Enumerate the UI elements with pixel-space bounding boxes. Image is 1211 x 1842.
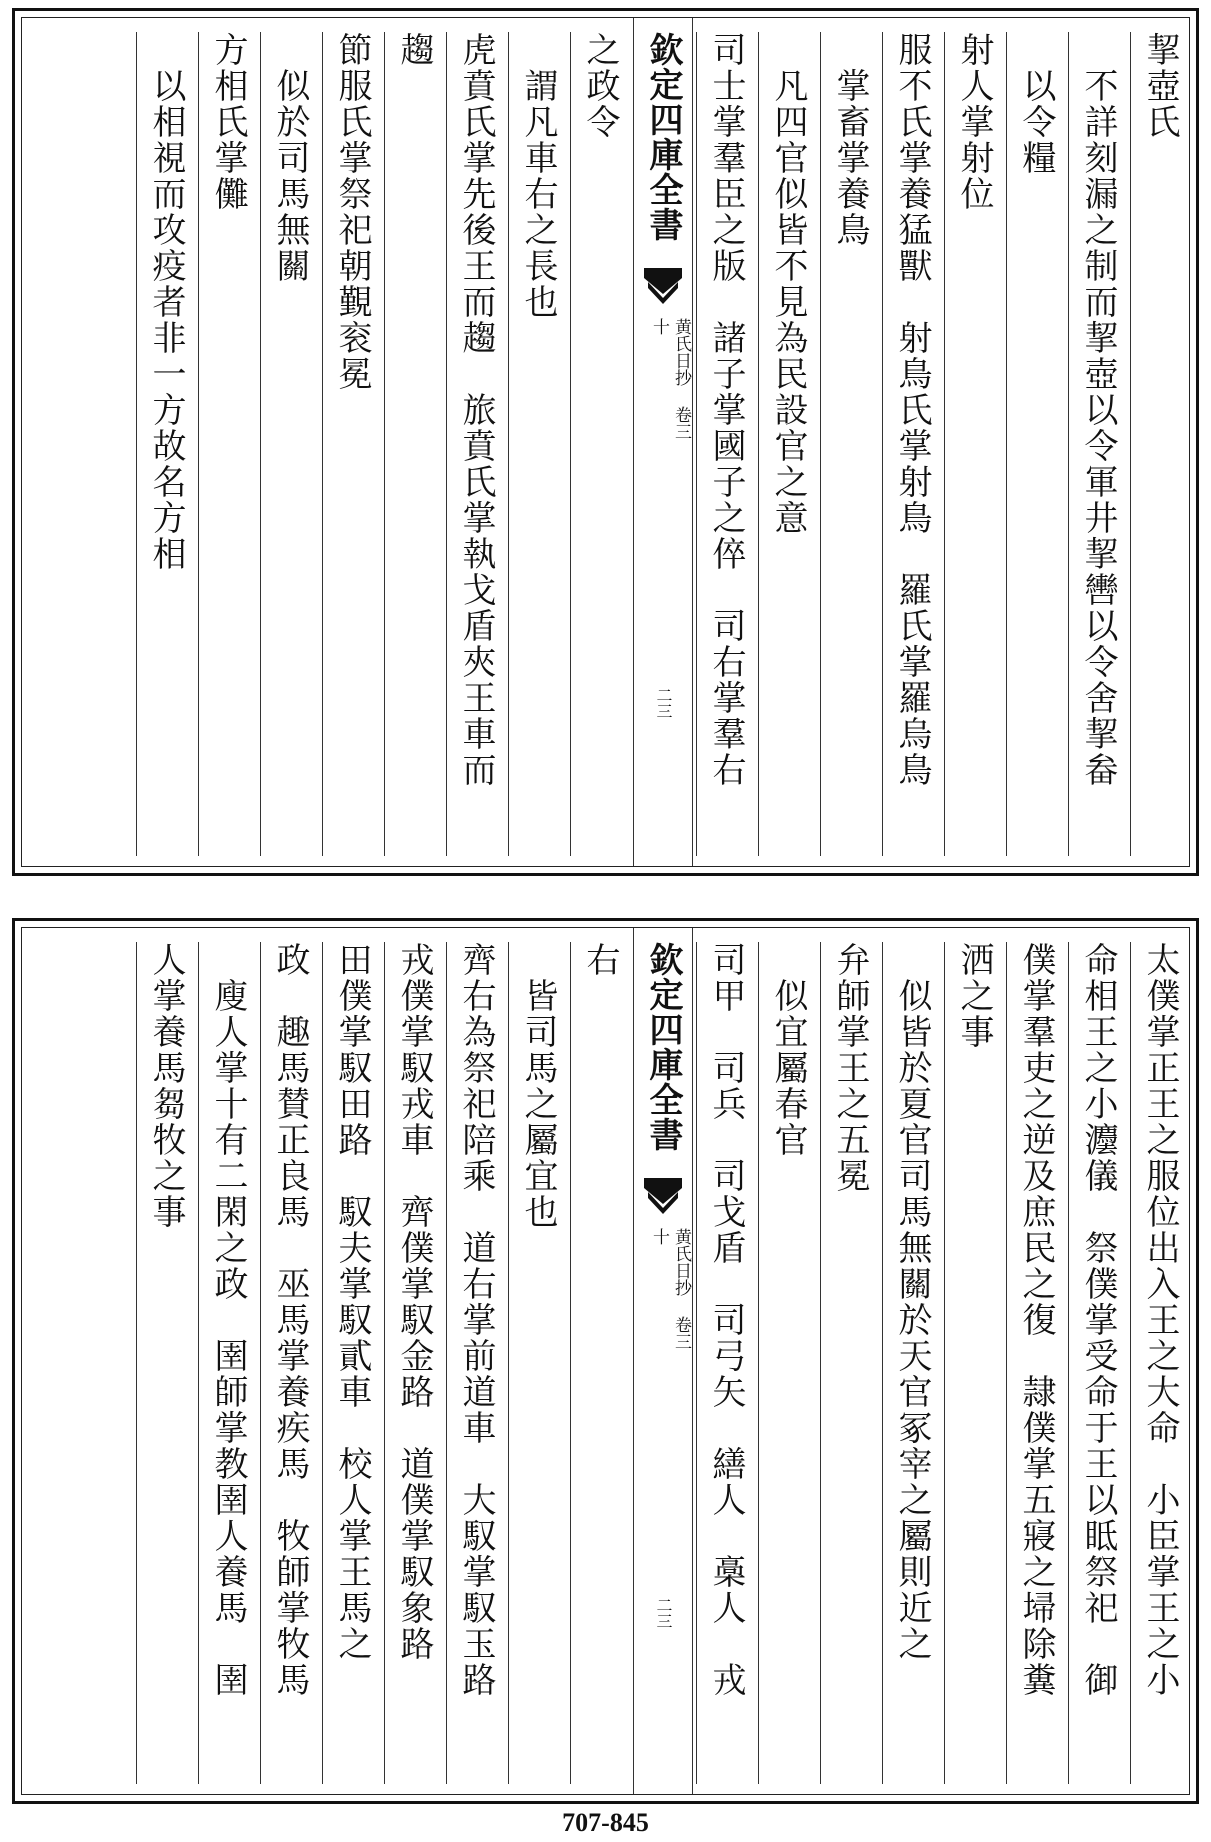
- column-text: 弁師掌王之五冕: [820, 942, 879, 1784]
- column-text: 似宜屬春官: [758, 942, 817, 1784]
- gutter-book-title: 欽定四庫全書: [643, 942, 683, 1152]
- column-text: 之政令: [570, 32, 629, 856]
- page-number: 707-845: [562, 1808, 649, 1837]
- fish-tail-mark-icon: [644, 268, 682, 308]
- column-text: 命相王之小灋儀 祭僕掌受命于王以眡祭祀 御: [1068, 942, 1127, 1784]
- gutter-subtitle: [634, 318, 692, 448]
- column-text: 似皆於夏官司馬無關於天官冢宰之屬則近之: [882, 942, 941, 1784]
- bottom-page-frame: [12, 918, 1199, 1804]
- gutter-leaf-number: 二三: [654, 687, 673, 719]
- column-text: 司甲 司兵 司戈盾 司弓矢 繕人 槀人 戎: [696, 942, 755, 1784]
- gutter-book-title: 欽定四庫全書: [643, 32, 683, 242]
- column-text: 似於司馬無關: [260, 32, 319, 856]
- fish-tail-mark-icon: [644, 1178, 682, 1218]
- column-text: 太僕掌正王之服位出入王之大命 小臣掌王之小: [1130, 942, 1189, 1784]
- column-text: 司士掌羣臣之版 諸子掌國子之倅 司右掌羣右: [696, 32, 755, 856]
- gutter-volume: 卷三十: [649, 318, 691, 440]
- gutter-leaf-number: 二三: [654, 1597, 673, 1629]
- bottom-inner-border: [21, 927, 1190, 1795]
- column-text: 服不氏掌養猛獸 射鳥氏掌射鳥 羅氏掌羅烏鳥: [882, 32, 941, 856]
- column-text: 凡四官似皆不見為民設官之意: [758, 32, 817, 856]
- column-text: 挈壺氏: [1130, 32, 1189, 856]
- column-text: 齊右為祭祀陪乘 道右掌前道車 大馭掌馭玉路: [446, 942, 505, 1784]
- column-text: 方相氏掌儺: [198, 32, 257, 856]
- column-text: 掌畜掌養鳥: [820, 32, 879, 856]
- gutter-work-name: 黄氏日抄: [671, 1228, 691, 1296]
- center-gutter: [633, 928, 693, 1794]
- column-text: 廋人掌十有二閑之政 圉師掌教圉人養馬 圉: [198, 942, 257, 1784]
- column-text: 射人掌射位: [944, 32, 1003, 856]
- column-text: 以令糧: [1006, 32, 1065, 856]
- column-text: 虎賁氏掌先後王而趨 旅賁氏掌執戈盾夾王車而: [446, 32, 505, 856]
- gutter-work-name: 黄氏日抄: [671, 318, 691, 386]
- gutter-subtitle: [634, 1228, 692, 1358]
- column-text: 趨: [384, 32, 443, 856]
- column-text: 節服氏掌祭祀朝覲衮冕: [322, 32, 381, 856]
- top-page-frame: [12, 8, 1199, 876]
- column-text: 洒之事: [944, 942, 1003, 1784]
- top-inner-border: [21, 17, 1190, 867]
- column-text: 政 趣馬賛正良馬 巫馬掌養疾馬 牧師掌牧馬: [260, 942, 319, 1784]
- column-text: 以相視而攻疫者非一方故名方相: [136, 32, 195, 856]
- column-text: 人掌養馬芻牧之事: [136, 942, 195, 1784]
- column-text: 僕掌羣吏之逆及庶民之復 隷僕掌五寢之埽除糞: [1006, 942, 1065, 1784]
- column-text: 戎僕掌馭戎車 齊僕掌馭金路 道僕掌馭象路: [384, 942, 443, 1784]
- center-gutter: [633, 18, 693, 866]
- column-text: 謂凡車右之長也: [508, 32, 567, 856]
- column-text: 不詳刻漏之制而挈壺以令軍井挈轡以令舍挈畚: [1068, 32, 1127, 856]
- gutter-volume: 卷三十: [649, 1228, 691, 1350]
- column-text: 田僕掌馭田路 馭夫掌馭貳車 校人掌王馬之: [322, 942, 381, 1784]
- column-text: 皆司馬之屬宜也: [508, 942, 567, 1784]
- column-text: 右: [570, 942, 629, 1784]
